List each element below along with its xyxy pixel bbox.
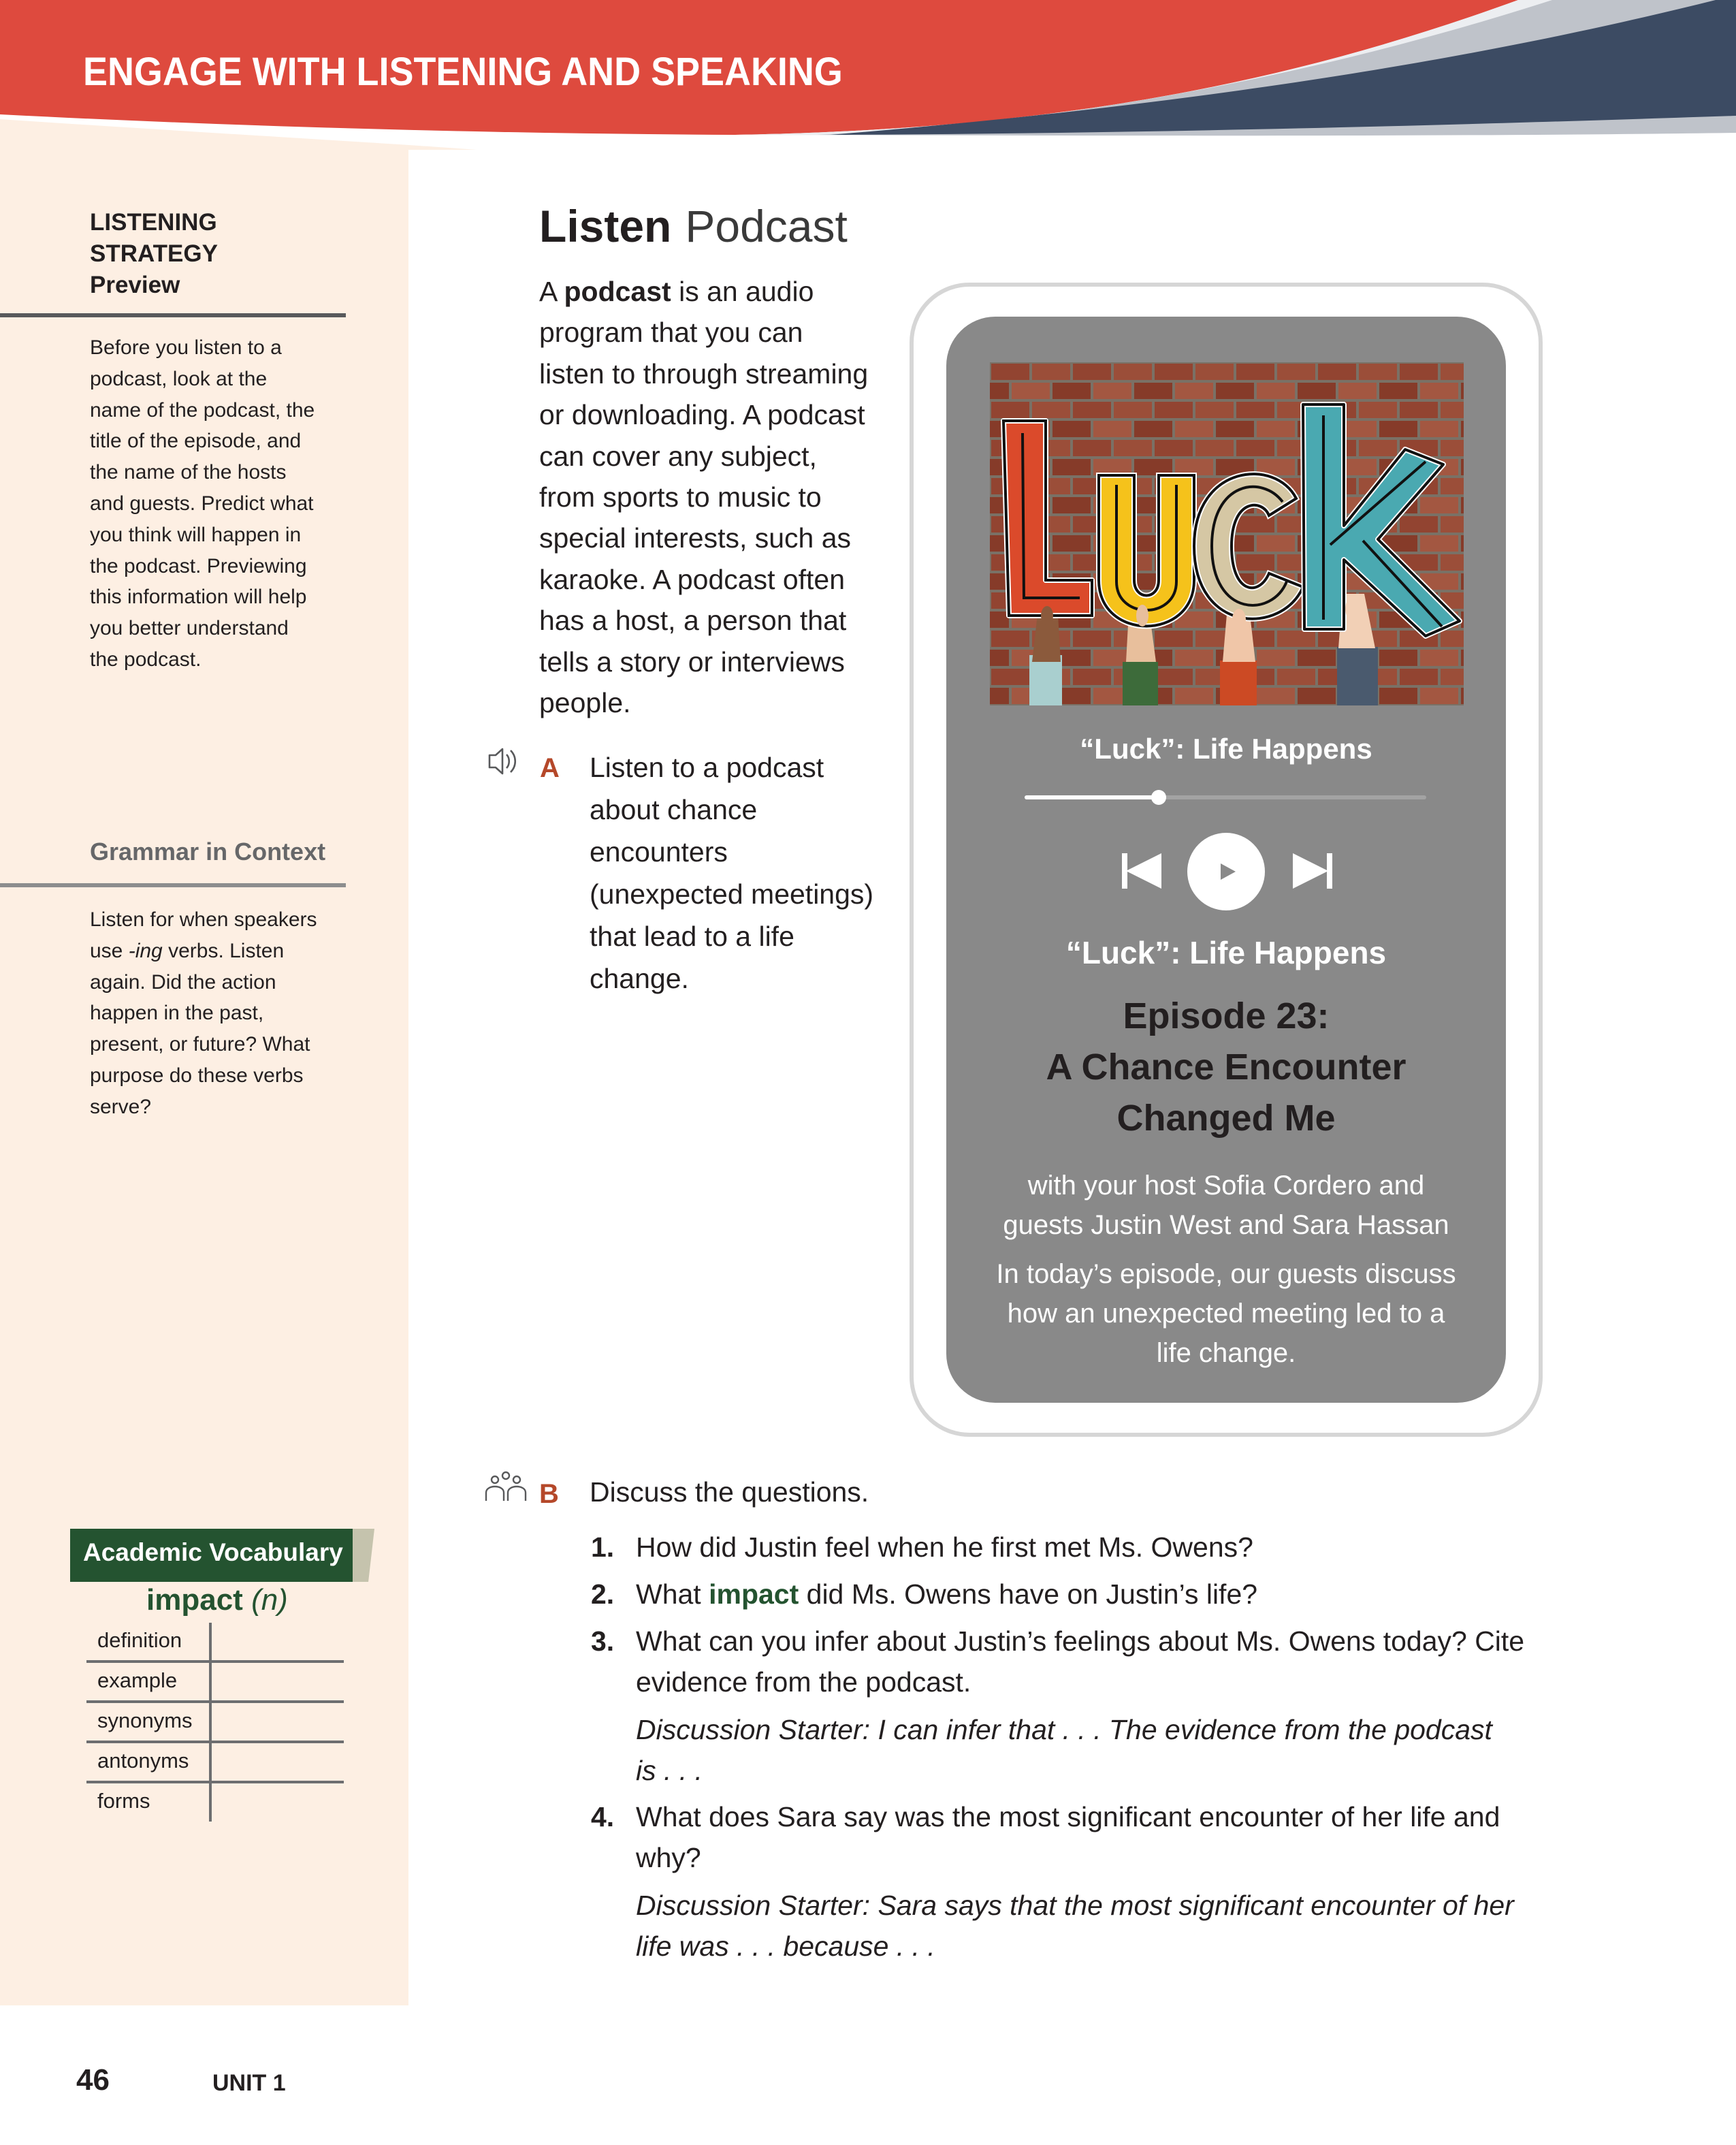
text-line: title of the episode, and xyxy=(90,430,302,453)
episode-title-line: Changed Me xyxy=(1116,1098,1336,1139)
text-line: and guests. Predict what xyxy=(90,492,314,515)
part-of-speech: (n) xyxy=(251,1583,288,1617)
activity-b-label: B xyxy=(539,1479,559,1509)
row-label: antonyms xyxy=(97,1749,189,1773)
page-number: 46 xyxy=(76,2063,110,2097)
answer-cell[interactable] xyxy=(210,1623,344,1660)
text-line: Listen for when speakers xyxy=(90,908,317,931)
text-line: change. xyxy=(590,963,689,994)
text-line: (unexpected meetings) xyxy=(590,878,874,910)
text-line: you better understand xyxy=(90,617,289,640)
text-line: present, or future? What xyxy=(90,1033,310,1056)
vocab-row-definition xyxy=(86,1623,344,1663)
discussion-starter: life was . . . because . . . xyxy=(636,1930,935,1962)
text-line: purpose do these verbs xyxy=(90,1064,304,1087)
progress-thumb[interactable] xyxy=(1151,790,1166,805)
text-line: can cover any subject, xyxy=(539,440,817,472)
text-line: happen in the past, xyxy=(90,1002,264,1025)
discussion-starter: Discussion Starter: Sara says that the most significant encounter of her xyxy=(636,1890,1514,1921)
text-line: listen to through streaming xyxy=(539,358,869,390)
vocab-row-antonyms xyxy=(86,1743,344,1783)
key-term: podcast xyxy=(564,276,671,307)
vocab-row-synonyms xyxy=(86,1703,344,1743)
listening-strategy-heading xyxy=(90,207,218,301)
text-line: serve? xyxy=(90,1095,152,1118)
text-line: about chance xyxy=(590,794,758,825)
text-line: podcast, look at the xyxy=(90,367,268,390)
question-4 xyxy=(591,1796,1558,1967)
activity-b-instructions: Discuss the questions. xyxy=(590,1476,869,1508)
text-line: the podcast. Previewing xyxy=(90,554,307,577)
text-line: Before you listen to a xyxy=(90,336,282,359)
question-text xyxy=(636,1574,1558,1615)
show-name: “Luck”: Life Happens xyxy=(1065,935,1387,970)
text: is an audio xyxy=(671,276,814,307)
luck-artwork-image xyxy=(990,362,1464,705)
tab-label: Academic Vocabulary xyxy=(83,1538,343,1566)
divider xyxy=(0,883,346,887)
row-label: definition xyxy=(97,1628,182,1652)
text-line: special interests, such as xyxy=(539,522,852,554)
text-line: that lead to a life xyxy=(590,921,794,952)
progress-fill xyxy=(1025,795,1157,799)
emphasis: -ing xyxy=(128,939,163,962)
divider xyxy=(0,313,346,317)
podcast-definition xyxy=(539,271,893,723)
text-line: the name of the hosts xyxy=(90,461,287,484)
grammar-in-context-heading: Grammar in Context xyxy=(90,838,326,865)
heading-line: STRATEGY xyxy=(90,240,218,267)
listening-strategy-text xyxy=(90,332,349,676)
vocabulary-highlight: impact xyxy=(709,1578,799,1610)
vocab-row-example xyxy=(86,1663,344,1703)
vocab-row-forms xyxy=(86,1783,344,1824)
text: verbs. Listen xyxy=(162,939,285,962)
skip-back-icon[interactable] xyxy=(1122,853,1163,889)
question-text: why? xyxy=(636,1842,701,1873)
text-line: In today’s episode, our guests discuss xyxy=(996,1259,1456,1289)
text-line: program that you can xyxy=(539,317,803,349)
episode-description xyxy=(974,1254,1479,1373)
question-text: What can you infer about Justin’s feelings about Ms. Owens today? Cite xyxy=(636,1625,1525,1657)
text-line: people. xyxy=(539,687,631,719)
text-line: has a host, a person that xyxy=(539,605,847,637)
play-button[interactable] xyxy=(1187,832,1266,911)
unit-label: UNIT 1 xyxy=(212,2070,286,2096)
text-line: you think will happen in xyxy=(90,523,302,546)
question-number: 1. xyxy=(591,1531,615,1563)
text-line: tells a story or interviews xyxy=(539,646,845,678)
section-title: ENGAGE WITH LISTENING AND SPEAKING xyxy=(83,50,843,94)
now-playing-title: “Luck”: Life Happens xyxy=(1080,733,1372,765)
discussion-starter: is . . . xyxy=(636,1755,703,1786)
question-number: 3. xyxy=(591,1625,615,1657)
progress-slider[interactable] xyxy=(1025,795,1426,799)
heading-line: LISTENING xyxy=(90,209,217,236)
group-icon xyxy=(483,1471,528,1502)
episode-title xyxy=(946,991,1506,1144)
question-number: 2. xyxy=(591,1578,615,1610)
episode-title-line: A Chance Encounter xyxy=(1046,1047,1407,1087)
question-number: 4. xyxy=(591,1801,615,1832)
page-title xyxy=(539,199,848,253)
text-line: with your host Sofia Cordero and xyxy=(1027,1171,1425,1201)
title-light: Podcast xyxy=(685,201,848,251)
activity-a-label: A xyxy=(540,753,560,783)
text-line: this information will help xyxy=(90,586,307,609)
strategy-name: Preview xyxy=(90,272,180,298)
episode-number: Episode 23: xyxy=(1123,996,1330,1036)
question-1 xyxy=(591,1527,1558,1568)
podcast-artwork xyxy=(990,362,1464,705)
question-2 xyxy=(591,1574,1558,1615)
row-label: synonyms xyxy=(97,1709,193,1732)
grammar-in-context-text xyxy=(90,904,349,1123)
answer-cell[interactable] xyxy=(210,1783,344,1824)
answer-cell[interactable] xyxy=(210,1663,344,1700)
header-banner xyxy=(0,0,1736,150)
text-line: again. Did the action xyxy=(90,970,276,994)
row-label: forms xyxy=(97,1789,150,1813)
episode-hosts xyxy=(946,1166,1506,1245)
activity-a-instructions xyxy=(590,746,903,1000)
question-text: evidence from the podcast. xyxy=(636,1666,971,1698)
question-3 xyxy=(591,1621,1558,1791)
text-line: from sports to music to xyxy=(539,481,822,513)
text-line: name of the podcast, the xyxy=(90,398,315,422)
title-bold: Listen xyxy=(539,201,672,251)
text: What xyxy=(636,1578,709,1610)
academic-vocabulary-tab xyxy=(70,1529,373,1582)
text-line: the podcast. xyxy=(90,648,202,671)
tab-shadow xyxy=(353,1529,374,1582)
text-line xyxy=(90,936,349,967)
text-line: encounters xyxy=(590,836,728,868)
text-line: how an unexpected meeting led to a xyxy=(1007,1299,1445,1329)
text-line: guests Justin West and Sara Hassan xyxy=(1003,1210,1449,1240)
answer-cell[interactable] xyxy=(210,1703,344,1741)
question-text: How did Justin feel when he first met Ms. Owens? xyxy=(636,1531,1253,1563)
text-line: karaoke. A podcast often xyxy=(539,563,846,595)
word: impact xyxy=(146,1583,243,1617)
text: A xyxy=(539,276,564,307)
text-line: or downloading. A podcast xyxy=(539,399,865,431)
speaker-icon[interactable] xyxy=(487,745,521,779)
text: did Ms. Owens have on Justin’s life? xyxy=(799,1578,1258,1610)
row-label: example xyxy=(97,1668,178,1692)
question-text: What does Sara say was the most significant encounter of her life and xyxy=(636,1801,1500,1832)
discussion-starter: Discussion Starter: I can infer that . . . The evidence from the podcast xyxy=(636,1714,1492,1745)
answer-cell[interactable] xyxy=(210,1743,344,1781)
text-line xyxy=(539,271,893,312)
text-line: life change. xyxy=(1156,1338,1296,1368)
vocabulary-table xyxy=(86,1623,344,1824)
text-line: Listen to a podcast xyxy=(590,752,824,783)
vocabulary-word xyxy=(146,1583,288,1617)
table-divider xyxy=(209,1623,212,1822)
skip-forward-icon[interactable] xyxy=(1293,853,1334,889)
text: use xyxy=(90,939,129,962)
